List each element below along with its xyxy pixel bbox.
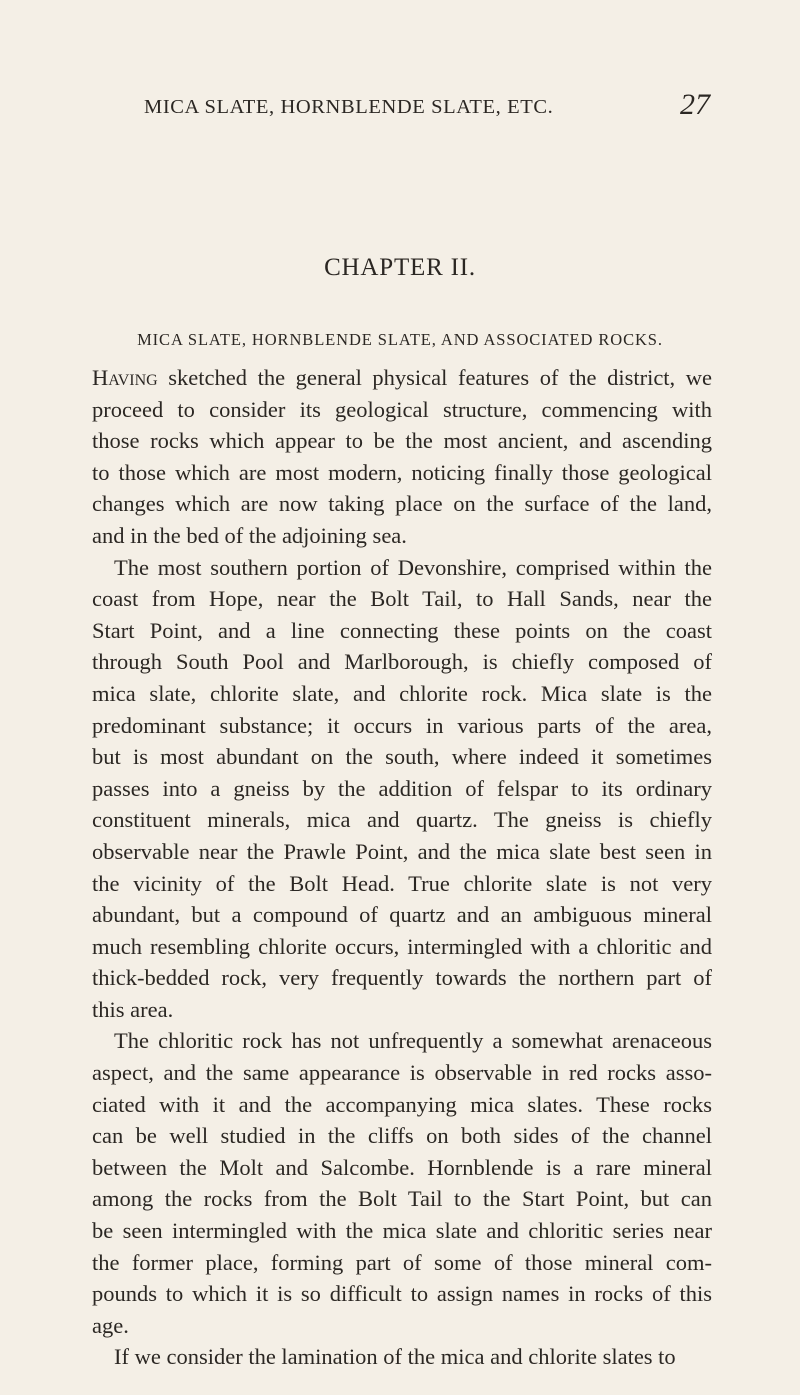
running-head bbox=[144, 88, 710, 128]
text-line: coast from Hope, near the Bolt Tail, to Hall Sands, near the bbox=[92, 586, 712, 612]
text-line: predominant substance; it occurs in various parts of the area, bbox=[92, 712, 712, 738]
text-line: to those which are most modern, noticing finally those geological bbox=[92, 459, 712, 485]
text-line-rest: sketched the general physical features of the district, we bbox=[157, 365, 712, 390]
text-line: and in the bed of the adjoining sea. bbox=[92, 522, 407, 548]
text-line: age. bbox=[92, 1312, 129, 1338]
text-line: among the rocks from the Bolt Tail to the Start Point, but can bbox=[92, 1186, 712, 1212]
page-number: 27 bbox=[680, 88, 710, 121]
running-title: MICA SLATE, HORNBLENDE SLATE, ETC. bbox=[144, 96, 554, 118]
text-line: proceed to consider its geological structure, commencing with bbox=[92, 396, 712, 422]
text-line: Start Point, and a line connecting these points on the coast bbox=[92, 617, 712, 643]
text-line: much resembling chlorite occurs, intermingled with a chloritic and bbox=[92, 933, 712, 959]
text-line: abundant, but a compound of quartz and an ambiguous mineral bbox=[92, 902, 712, 928]
text-line: mica slate, chlorite slate, and chlorite rock. Mica slate is the bbox=[92, 680, 712, 706]
opening-word: Having bbox=[92, 365, 158, 390]
text-line: changes which are now taking place on the surface of the land, bbox=[92, 491, 712, 517]
text-line: pounds to which it is so difficult to assign names in rocks of this bbox=[92, 1281, 712, 1307]
text-line: but is most abundant on the south, where indeed it sometimes bbox=[92, 744, 712, 770]
chapter-heading: CHAPTER II. bbox=[324, 254, 476, 281]
text-line: through South Pool and Marlborough, is chiefly composed of bbox=[92, 649, 712, 675]
text-line: If we consider the lamination of the mica and chlorite slates to bbox=[114, 1344, 676, 1370]
text-line: The chloritic rock has not unfrequently a somewhat arenaceous bbox=[114, 1028, 712, 1054]
text-line: thick-bedded rock, very frequently towards the northern part of bbox=[92, 965, 712, 991]
text-line: can be well studied in the cliffs on both sides of the channel bbox=[92, 1123, 712, 1149]
text-line bbox=[92, 362, 712, 394]
text-line: observable near the Prawle Point, and the mica slate best seen in bbox=[92, 838, 712, 864]
text-line: the vicinity of the Bolt Head. True chlorite slate is not very bbox=[92, 870, 712, 896]
text-line: the former place, forming part of some of those mineral com- bbox=[92, 1249, 712, 1275]
text-line: between the Molt and Salcombe. Hornblende is a rare mineral bbox=[92, 1154, 712, 1180]
text-line: passes into a gneiss by the addition of felspar to its ordinary bbox=[92, 775, 712, 801]
text-line: be seen intermingled with the mica slate and chloritic series near bbox=[92, 1218, 712, 1244]
text-line: constituent minerals, mica and quartz. The gneiss is chiefly bbox=[92, 807, 712, 833]
text-line: ciated with it and the accompanying mica slates. These rocks bbox=[92, 1091, 712, 1117]
text-line: The most southern portion of Devonshire, comprised within the bbox=[114, 554, 712, 580]
text-line: this area. bbox=[92, 996, 174, 1022]
text-line: those rocks which appear to be the most ancient, and ascending bbox=[92, 428, 712, 454]
text-line: aspect, and the same appearance is observable in red rocks asso- bbox=[92, 1060, 712, 1086]
body-text bbox=[92, 362, 712, 1373]
chapter-subtitle: MICA SLATE, HORNBLENDE SLATE, AND ASSOCIATED ROCKS. bbox=[137, 330, 663, 349]
